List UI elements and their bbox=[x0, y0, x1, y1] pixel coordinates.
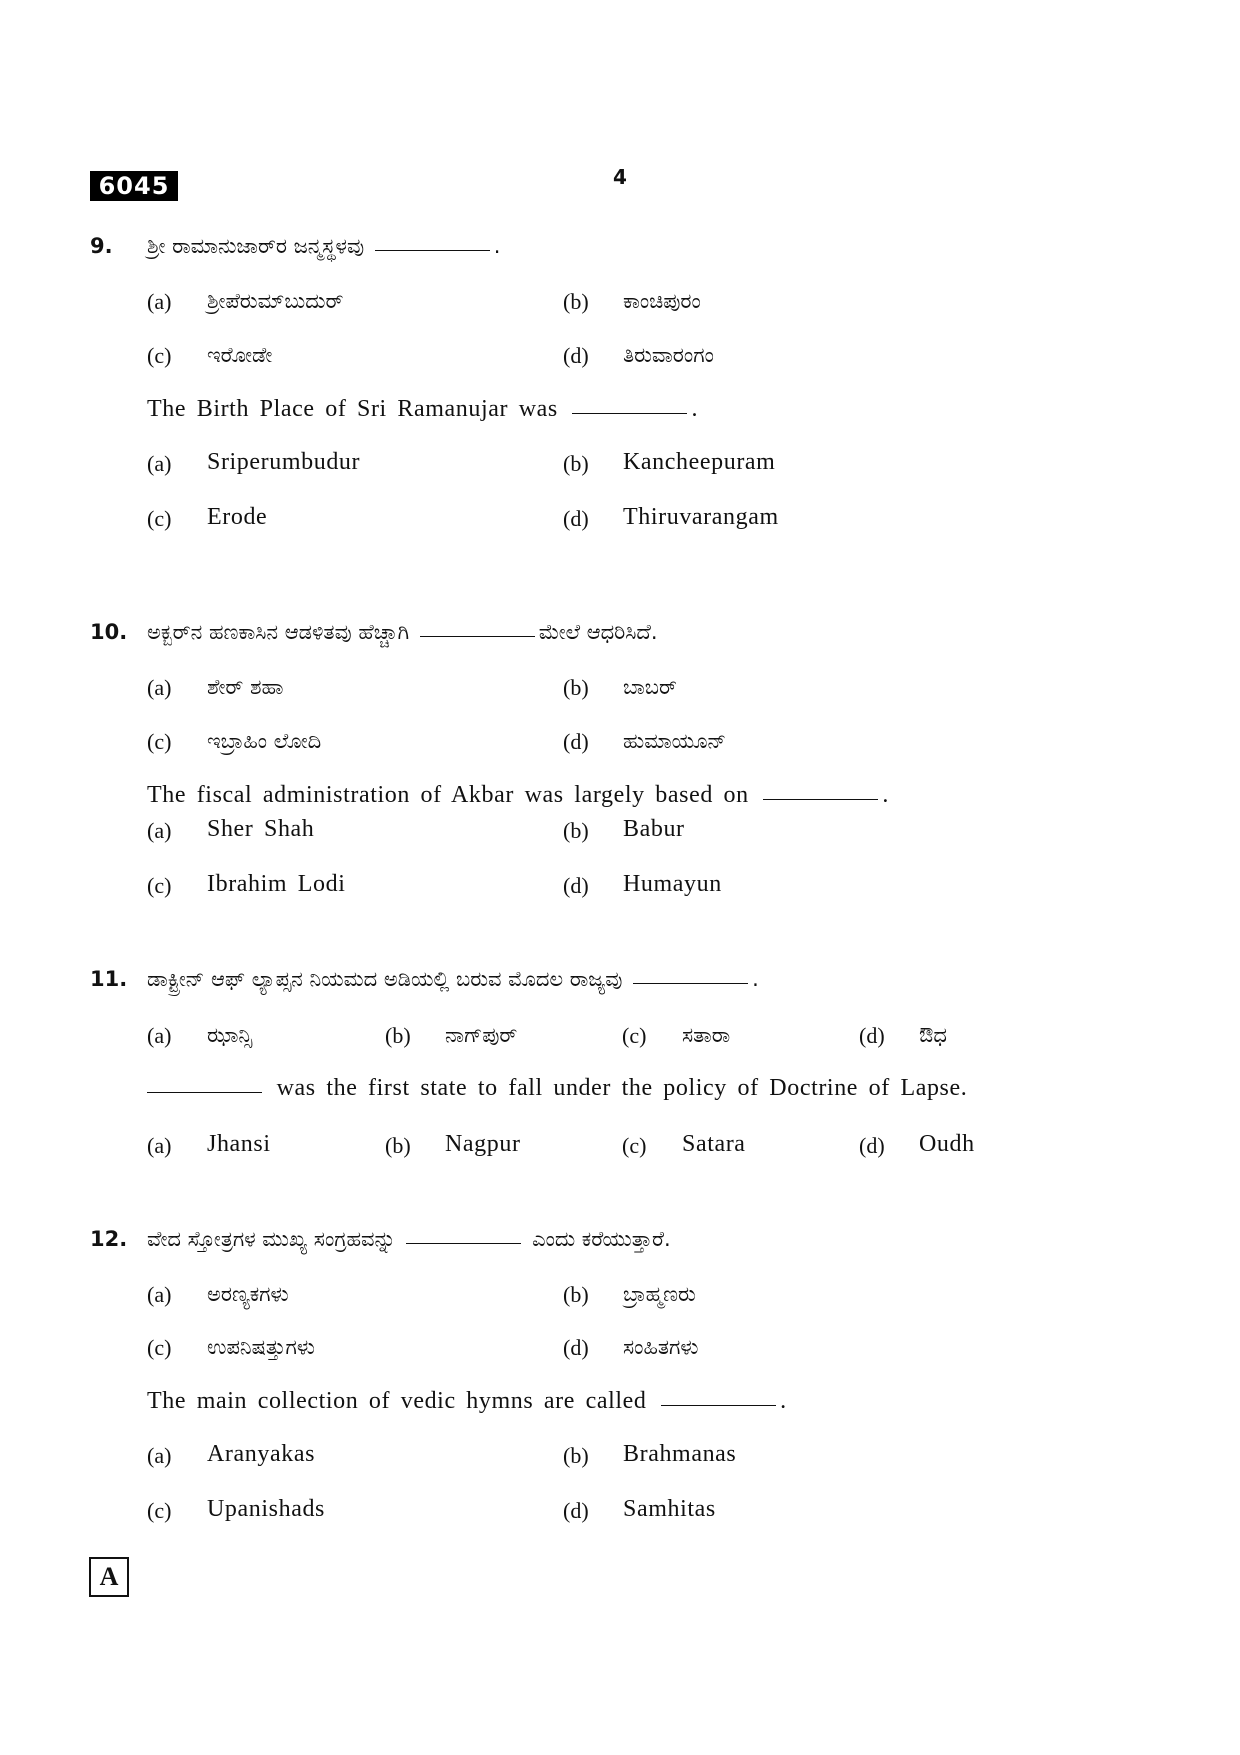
option-label: (c) bbox=[147, 343, 172, 368]
option-label: (d) bbox=[563, 343, 589, 368]
option-d-kn: ಸಂಹಿತಗಳು bbox=[623, 1335, 699, 1359]
option-label: (b) bbox=[563, 818, 589, 843]
option-b-kn: ಬ್ರಾಹ್ಮಣರು bbox=[623, 1282, 696, 1306]
question-number: 11. bbox=[90, 967, 128, 991]
option-d-kn: ಔಧ bbox=[919, 1023, 947, 1047]
page-number: 4 bbox=[613, 165, 627, 189]
option-a-en: Sriperumbudur bbox=[207, 449, 361, 475]
option-a-kn: ಝಾನ್ಸಿ bbox=[207, 1023, 253, 1047]
option-c-kn: ಸತಾರಾ bbox=[682, 1023, 731, 1047]
option-label: (c) bbox=[622, 1023, 647, 1048]
option-label: (a) bbox=[147, 289, 172, 314]
option-label: (d) bbox=[563, 873, 589, 898]
option-label: (c) bbox=[147, 729, 172, 754]
question-stem-kn: ಶ್ರೀ ರಾಮಾನುಜಾರ್‌ರ ಜನ್ಮಸ್ಥಳವು . bbox=[147, 234, 501, 258]
option-label: (b) bbox=[385, 1023, 411, 1048]
option-label: (a) bbox=[147, 818, 172, 843]
option-label: (c) bbox=[147, 1498, 172, 1523]
option-d-kn: ಹುಮಾಯೂನ್ bbox=[623, 729, 726, 753]
option-b-kn: ಕಾಂಚಿಪುರಂ bbox=[623, 289, 701, 313]
question-stem-en: was the first state to fall under the policy of Doctrine of Lapse. bbox=[147, 1075, 967, 1102]
option-a-en: Sher Shah bbox=[207, 816, 315, 842]
option-label: (a) bbox=[147, 1443, 172, 1468]
option-a-kn: ಶೇರ್ ಶಹಾ bbox=[207, 675, 284, 699]
option-label: (a) bbox=[147, 1133, 172, 1158]
option-c-en: Erode bbox=[207, 504, 268, 530]
option-label: (d) bbox=[563, 729, 589, 754]
option-label: (c) bbox=[147, 506, 172, 531]
option-label: (c) bbox=[147, 1335, 172, 1360]
option-a-en: Jhansi bbox=[207, 1131, 271, 1157]
paper-code: 6045 bbox=[90, 171, 178, 201]
question-number: 12. bbox=[90, 1227, 128, 1251]
option-label: (d) bbox=[859, 1023, 885, 1048]
question-stem-kn: ಡಾಕ್ಟ್ರೀನ್ ಆಫ್ ಲ್ಯಾಪ್ಸನ ನಿಯಮದ ಅಡಿಯಲ್ಲಿ ಬರುವ ಮೊದಲ ರಾಜ್ಯವು . bbox=[147, 967, 759, 991]
question-number: 9. bbox=[90, 234, 113, 258]
option-b-en: Kancheepuram bbox=[623, 449, 776, 475]
option-c-kn: ಇರೋಡೇ bbox=[207, 343, 273, 367]
option-a-kn: ಶ್ರೀಪೆರುಮ್‌ಬುದುರ್ bbox=[207, 289, 344, 313]
option-label: (b) bbox=[563, 675, 589, 700]
option-label: (a) bbox=[147, 675, 172, 700]
option-c-en: Ibrahim Lodi bbox=[207, 871, 346, 897]
option-c-en: Satara bbox=[682, 1131, 746, 1157]
option-label: (b) bbox=[385, 1133, 411, 1158]
option-c-kn: ಇಬ್ರಾಹಿಂ ಲೋದಿ bbox=[207, 729, 322, 753]
option-b-kn: ನಾಗ್‌ಪುರ್ bbox=[445, 1023, 518, 1047]
option-label: (d) bbox=[563, 1335, 589, 1360]
option-b-en: Brahmanas bbox=[623, 1441, 737, 1467]
option-label: (b) bbox=[563, 289, 589, 314]
option-label: (b) bbox=[563, 451, 589, 476]
question-stem-en: The main collection of vedic hymns are called . bbox=[147, 1388, 787, 1414]
option-label: (a) bbox=[147, 1282, 172, 1307]
question-stem-kn: ಅಕ್ಬರ್‌ನ ಹಣಕಾಸಿನ ಆಡಳಿತವು ಹೆಚ್ಚಾಗಿ ಮೇಲೆ ಆಧರಿಸಿದೆ. bbox=[147, 620, 658, 644]
option-label: (b) bbox=[563, 1443, 589, 1468]
option-c-kn: ಉಪನಿಷತ್ತುಗಳು bbox=[207, 1335, 315, 1359]
question-stem-kn: ವೇದ ಸ್ತೋತ್ರಗಳ ಮುಖ್ಯ ಸಂಗ್ರಹವನ್ನು ಎಂದು ಕರೆಯುತ್ತಾರೆ. bbox=[147, 1227, 671, 1251]
option-d-en: Oudh bbox=[919, 1131, 975, 1157]
option-label: (d) bbox=[563, 1498, 589, 1523]
option-d-en: Humayun bbox=[623, 871, 722, 897]
option-label: (a) bbox=[147, 451, 172, 476]
option-label: (d) bbox=[563, 506, 589, 531]
option-b-en: Babur bbox=[623, 816, 685, 842]
option-label: (c) bbox=[147, 873, 172, 898]
option-b-kn: ಬಾಬರ್ bbox=[623, 675, 677, 699]
option-c-en: Upanishads bbox=[207, 1496, 325, 1522]
option-label: (b) bbox=[563, 1282, 589, 1307]
option-d-kn: ತಿರುವಾರಂಗಂ bbox=[623, 343, 714, 367]
question-stem-en: The Birth Place of Sri Ramanujar was . bbox=[147, 396, 699, 422]
option-d-en: Samhitas bbox=[623, 1496, 716, 1522]
option-label: (a) bbox=[147, 1023, 172, 1048]
option-b-en: Nagpur bbox=[445, 1131, 521, 1157]
question-stem-en: The fiscal administration of Akbar was largely based on . bbox=[147, 782, 889, 808]
booklet-series-box: A bbox=[89, 1557, 129, 1597]
option-a-en: Aranyakas bbox=[207, 1441, 316, 1467]
question-number: 10. bbox=[90, 620, 128, 644]
option-label: (d) bbox=[859, 1133, 885, 1158]
option-label: (c) bbox=[622, 1133, 647, 1158]
option-d-en: Thiruvarangam bbox=[623, 504, 779, 530]
option-a-kn: ಅರಣ್ಯಕಗಳು bbox=[207, 1282, 289, 1306]
